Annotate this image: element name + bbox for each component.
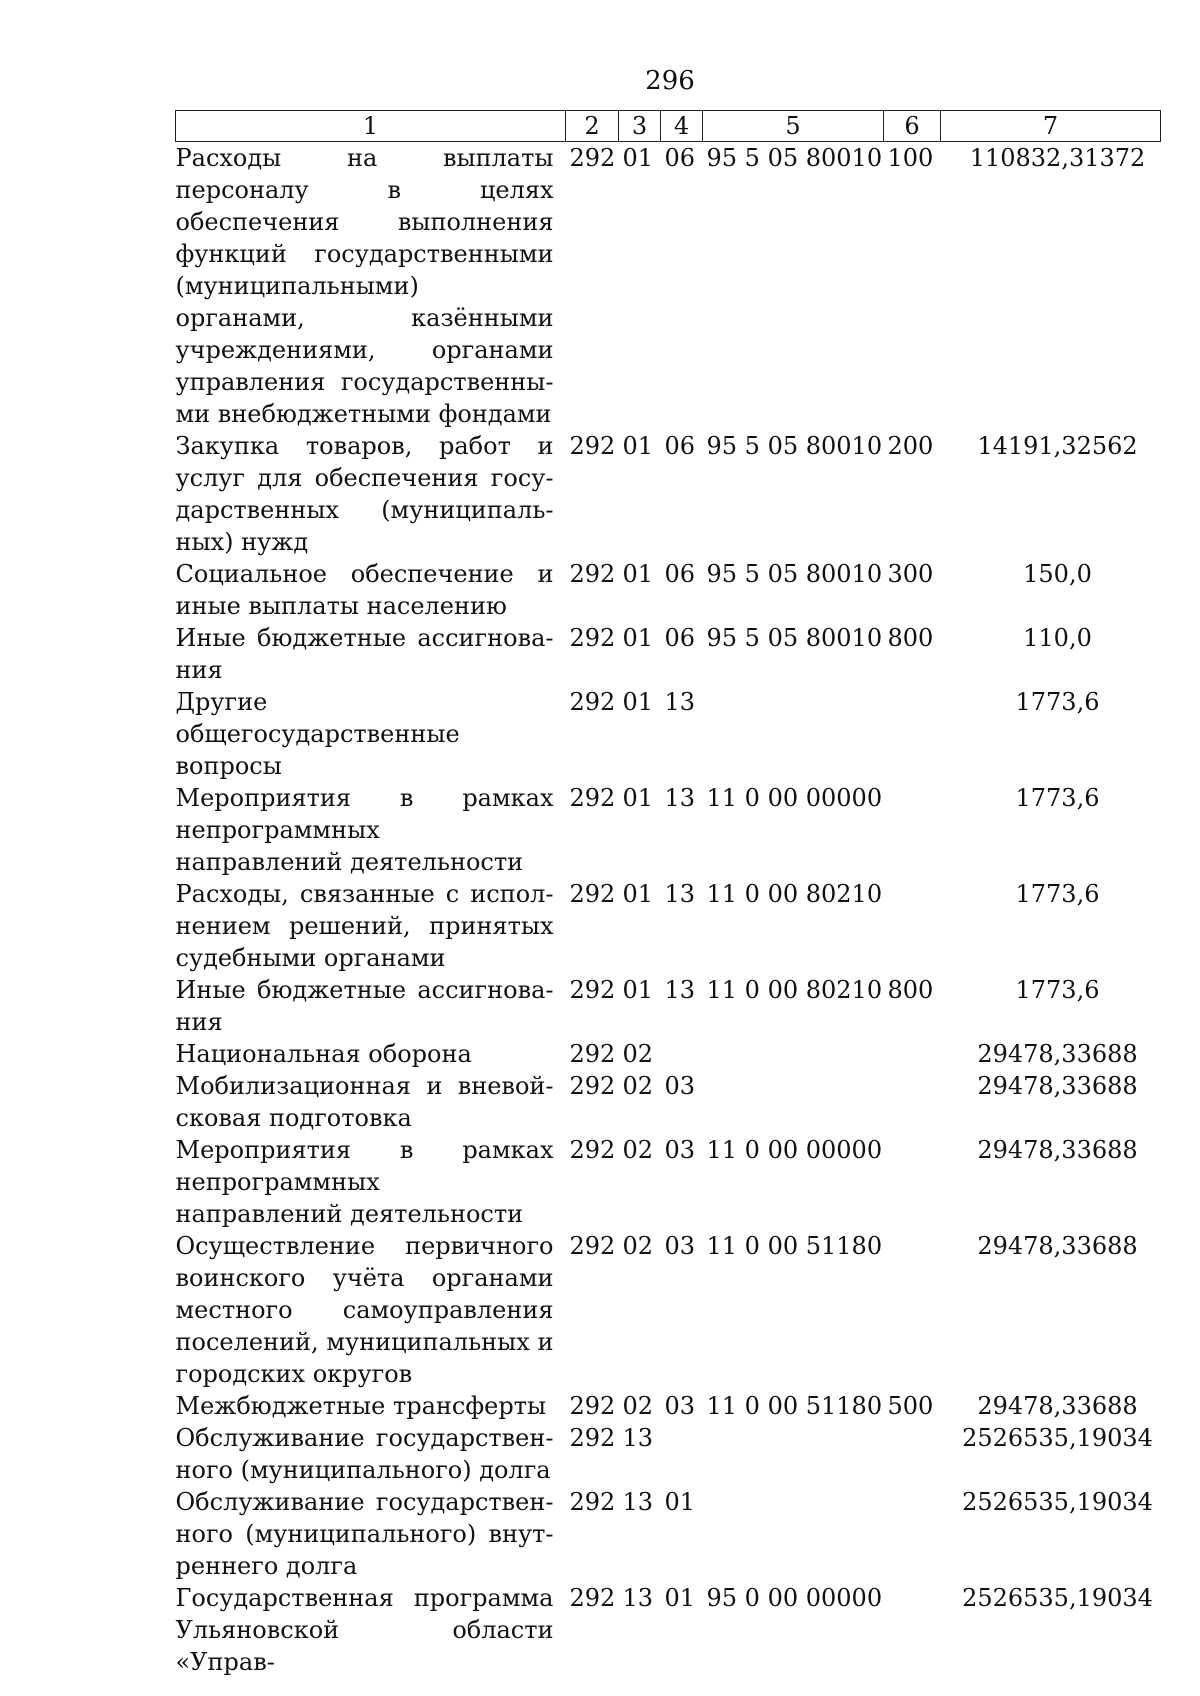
row-col-7: 110832,31372 <box>969 144 1146 172</box>
row-col-5: 95 0 00 00000 <box>706 1584 883 1612</box>
row-col-3: 13 <box>622 1424 654 1452</box>
header-col-6: 6 <box>884 111 941 142</box>
row-col-5 <box>703 1070 884 1134</box>
row-col-7: 110,0 <box>1023 624 1092 652</box>
row-col-5: 95 5 05 80010 <box>706 624 883 652</box>
row-col-7: 29478,33688 <box>977 1392 1138 1420</box>
row-name: Расходы, связанные с исполнением решений, принятых судебными органами <box>175 880 554 972</box>
table-row <box>176 142 1161 431</box>
table-row <box>176 782 1161 878</box>
row-col-6: 800 <box>887 624 934 652</box>
row-col-5: 11 0 00 51180 <box>706 1392 883 1420</box>
row-col-4: 03 <box>664 1136 696 1164</box>
row-col-5: 95 5 05 80010 <box>706 560 883 588</box>
row-col-3: 01 <box>622 624 654 652</box>
row-name: Обслуживание государственного (муниципального) долга <box>175 1424 554 1484</box>
row-col-7: 150,0 <box>1023 560 1092 588</box>
row-col-3: 13 <box>622 1584 654 1612</box>
row-name: Межбюджетные трансферты <box>175 1392 547 1420</box>
row-col-5: 11 0 00 80210 <box>706 880 883 908</box>
row-col-5 <box>703 1422 884 1486</box>
row-col-7: 2526535,19034 <box>962 1584 1153 1612</box>
table-row <box>176 430 1161 558</box>
row-col-6 <box>884 1582 941 1678</box>
row-col-4: 13 <box>664 976 696 1004</box>
row-col-7: 2526535,19034 <box>962 1488 1153 1516</box>
row-col-5 <box>703 686 884 782</box>
row-name: Закупка товаров, работ и услуг для обеспечения государственных (муниципальных) нужд <box>175 432 554 556</box>
row-col-5: 11 0 00 00000 <box>706 1136 883 1164</box>
row-name: Социальное обеспечение и иные выплаты населению <box>175 560 554 620</box>
row-col-4: 03 <box>664 1232 696 1260</box>
table-row <box>176 1038 1161 1070</box>
header-col-1: 1 <box>176 111 566 142</box>
row-col-6 <box>884 782 941 878</box>
row-col-3: 01 <box>622 688 654 716</box>
row-name: Иные бюджетные ассигнования <box>175 976 554 1036</box>
row-col-2: 292 <box>569 688 616 716</box>
row-col-4: 06 <box>664 432 696 460</box>
row-col-3: 02 <box>622 1232 654 1260</box>
row-col-5 <box>703 1486 884 1582</box>
row-col-6 <box>884 686 941 782</box>
row-col-4: 13 <box>664 880 696 908</box>
row-col-4: 06 <box>664 560 696 588</box>
row-col-3: 01 <box>622 432 654 460</box>
table-row <box>176 1134 1161 1230</box>
row-col-6 <box>884 1134 941 1230</box>
table-header <box>176 111 1161 142</box>
row-col-2: 292 <box>569 1584 616 1612</box>
row-col-7: 1773,6 <box>1015 976 1100 1004</box>
row-col-6 <box>884 1070 941 1134</box>
row-name: Иные бюджетные ассигнования <box>175 624 554 684</box>
row-col-6: 500 <box>887 1392 934 1420</box>
row-col-4: 03 <box>664 1392 696 1420</box>
table-body <box>176 142 1161 1679</box>
table-row <box>176 1582 1161 1678</box>
row-name: Обслуживание государственного (муниципального) внутреннего долга <box>175 1488 554 1580</box>
row-col-7: 2526535,19034 <box>962 1424 1153 1452</box>
row-col-7: 29478,33688 <box>977 1072 1138 1100</box>
row-col-5: 11 0 00 51180 <box>706 1232 883 1260</box>
row-col-3: 01 <box>622 784 654 812</box>
row-name: Мероприятия в рамках непрограммных направлений деятельности <box>175 784 554 876</box>
header-col-7: 7 <box>941 111 1161 142</box>
budget-table <box>175 110 1161 1678</box>
row-col-2: 292 <box>569 624 616 652</box>
row-col-2: 292 <box>569 1392 616 1420</box>
row-col-6 <box>884 1486 941 1582</box>
table-row <box>176 878 1161 974</box>
header-col-4: 4 <box>661 111 703 142</box>
row-col-2: 292 <box>569 1488 616 1516</box>
row-col-2: 292 <box>569 560 616 588</box>
table-row <box>176 558 1161 622</box>
row-col-7: 14191,32562 <box>977 432 1138 460</box>
header-col-5: 5 <box>703 111 884 142</box>
row-col-7: 29478,33688 <box>977 1136 1138 1164</box>
row-col-4: 06 <box>664 144 696 172</box>
row-col-4: 13 <box>664 784 696 812</box>
row-col-7: 1773,6 <box>1015 880 1100 908</box>
row-col-4: 01 <box>664 1584 696 1612</box>
header-col-2: 2 <box>566 111 619 142</box>
row-col-4 <box>661 1038 703 1070</box>
row-col-6: 100 <box>887 144 934 172</box>
table-row <box>176 1422 1161 1486</box>
row-name: Мобилизационная и вневойсковая подготовка <box>175 1072 554 1132</box>
row-col-6 <box>884 1038 941 1070</box>
row-col-3: 13 <box>622 1488 654 1516</box>
row-col-3: 01 <box>622 976 654 1004</box>
row-col-6: 200 <box>887 432 934 460</box>
row-col-7: 29478,33688 <box>977 1040 1138 1068</box>
row-col-4: 06 <box>664 624 696 652</box>
row-col-5 <box>703 1038 884 1070</box>
row-col-3: 01 <box>622 560 654 588</box>
row-col-2: 292 <box>569 1232 616 1260</box>
row-name: Осуществление первичного воинского учёта органами местного самоуправления поселений, муниципальных и городских округов <box>175 1232 554 1388</box>
row-col-6: 800 <box>887 976 934 1004</box>
row-col-7: 1773,6 <box>1015 784 1100 812</box>
row-col-4: 13 <box>664 688 696 716</box>
table-row <box>176 622 1161 686</box>
row-col-3: 02 <box>622 1136 654 1164</box>
row-col-2: 292 <box>569 880 616 908</box>
row-col-4: 01 <box>664 1488 696 1516</box>
row-name: Расходы на выплаты персоналу в целях обеспечения выполнения функций государственными (муниципальными) органами, казёнными учреждениями, органами управления государственными внебюджетными фондами <box>175 144 554 428</box>
row-name: Мероприятия в рамках непрограммных направлений деятельности <box>175 1136 554 1228</box>
row-col-5: 11 0 00 80210 <box>706 976 883 1004</box>
header-row <box>176 111 1161 142</box>
row-col-2: 292 <box>569 1424 616 1452</box>
row-col-2: 292 <box>569 1072 616 1100</box>
table-row <box>176 974 1161 1038</box>
row-col-4: 03 <box>664 1072 696 1100</box>
row-col-2: 292 <box>569 144 616 172</box>
row-name: Другие общегосударственные вопросы <box>175 688 460 780</box>
row-col-2: 292 <box>569 784 616 812</box>
page-number: 296 <box>645 66 695 96</box>
table-row <box>176 1070 1161 1134</box>
row-col-2: 292 <box>569 976 616 1004</box>
header-col-3: 3 <box>619 111 661 142</box>
row-col-5: 11 0 00 00000 <box>706 784 883 812</box>
row-col-3: 02 <box>622 1040 654 1068</box>
table-row <box>176 686 1161 782</box>
row-col-2: 292 <box>569 1136 616 1164</box>
row-col-6 <box>884 1230 941 1390</box>
row-col-2: 292 <box>569 1040 616 1068</box>
row-col-2: 292 <box>569 432 616 460</box>
row-name: Государственная программа Ульяновской области «Управ- <box>175 1584 554 1676</box>
row-col-3: 01 <box>622 144 654 172</box>
row-col-5: 95 5 05 80010 <box>706 432 883 460</box>
row-col-3: 01 <box>622 880 654 908</box>
row-col-3: 02 <box>622 1392 654 1420</box>
row-col-7: 1773,6 <box>1015 688 1100 716</box>
table-row <box>176 1486 1161 1582</box>
row-col-3: 02 <box>622 1072 654 1100</box>
row-col-7: 29478,33688 <box>977 1232 1138 1260</box>
row-col-6: 300 <box>887 560 934 588</box>
table-row <box>176 1230 1161 1390</box>
row-col-5: 95 5 05 80010 <box>706 144 883 172</box>
row-name: Национальная оборона <box>175 1040 472 1068</box>
row-col-6 <box>884 878 941 974</box>
table-row <box>176 1390 1161 1422</box>
row-col-6 <box>884 1422 941 1486</box>
row-col-4 <box>661 1422 703 1486</box>
